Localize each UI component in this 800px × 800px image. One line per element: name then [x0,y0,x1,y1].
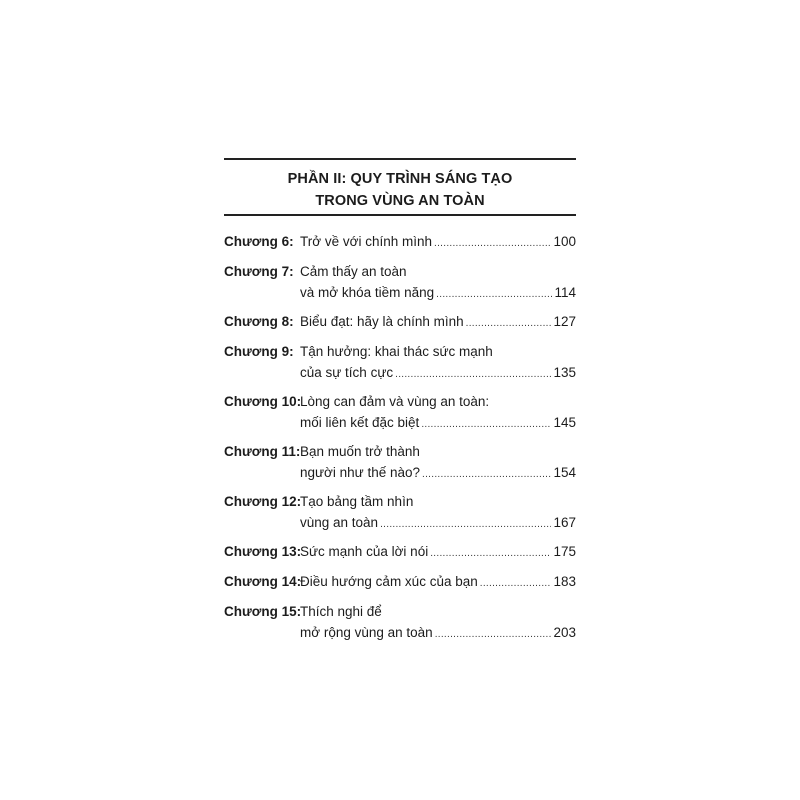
chapter-title-line: Bạn muốn trở thành [300,444,420,459]
toc-entry [224,541,576,564]
chapter-label: Chương 6: [224,234,294,249]
chapter-title-line: của sự tích cực [300,365,394,380]
chapter-title-line-with-page [300,462,576,485]
page-number: 203 [553,625,576,640]
chapter-title-line: Thích nghi để [300,604,382,619]
chapter-title-line: mối liên kết đặc biệt [300,415,420,430]
chapter-title-line-with-page [300,622,576,645]
chapter-title-block [300,261,576,305]
toc-entry [224,491,576,535]
chapter-title-block [300,491,576,535]
toc-entry [224,601,576,645]
page-number: 100 [553,234,576,249]
chapter-title-line-with-page [300,571,576,594]
chapter-title-block [300,571,576,594]
chapter-title-line: Trở về với chính mình [300,234,432,249]
top-rule [224,158,576,160]
page-number: 154 [553,465,576,480]
page-number: 175 [553,544,576,559]
chapter-label: Chương 8: [224,314,294,329]
chapter-title-line: Điều hướng cảm xúc của bạn [300,574,478,589]
chapter-title-line-with-page [300,311,576,334]
dot-leader [430,543,551,564]
chapter-title-line: Tận hưởng: khai thác sức mạnh [300,344,493,359]
chapter-title-block [300,311,576,334]
part-title-line-1: PHẦN II: QUY TRÌNH SÁNG TẠO [287,171,513,187]
page-number: 135 [553,365,576,380]
chapter-title-line: và mở khóa tiềm năng [300,285,435,300]
dot-leader [435,624,552,645]
dot-leader [421,414,551,435]
chapter-title-line: Sức mạnh của lời nói [300,544,429,559]
chapter-title-line-with-page [300,541,576,564]
chapter-title-line: Lòng can đảm và vùng an toàn: [300,394,490,409]
chapter-label: Chương 7: [224,264,294,279]
chapter-label: Chương 14: [224,574,302,589]
chapter-title-block [300,441,576,485]
toc-entry [224,391,576,435]
dot-leader [395,364,551,385]
chapter-title-line: người như thế nào? [300,465,421,480]
chapter-title-line-with-page [300,231,576,254]
toc-entry [224,571,576,594]
chapter-title-line: vùng an toàn [300,515,379,530]
dot-leader [422,464,551,485]
toc-entry [224,341,576,385]
chapter-title-block [300,341,576,385]
page-number: 114 [554,285,576,300]
page-number: 167 [553,515,576,530]
dot-leader [380,514,551,535]
dot-leader [434,233,551,254]
dot-leader [466,313,552,334]
part-title-line-2: TRONG VÙNG AN TOÀN [315,193,485,209]
chapter-label: Chương 9: [224,344,294,359]
chapter-title-block [300,231,576,254]
chapter-title-block [300,391,576,435]
chapter-title-line: Biểu đạt: hãy là chính mình [300,314,464,329]
chapter-title-line-with-page [300,412,576,435]
chapter-title-line: Tạo bảng tầm nhìn [300,494,414,509]
chapter-title-block [300,541,576,564]
chapter-label: Chương 13: [224,544,302,559]
toc-entry [224,441,576,485]
bottom-rule [224,214,576,216]
dot-leader [436,284,552,305]
chapter-label: Chương 11: [224,444,301,459]
part-heading [224,168,576,212]
dot-leader [480,573,552,594]
chapter-title-line-with-page [300,362,576,385]
page-number: 183 [553,574,576,589]
chapter-label: Chương 15: [224,604,302,619]
chapter-title-line: Cảm thấy an toàn [300,264,407,279]
page-number: 127 [553,314,576,329]
chapter-title-line-with-page [300,282,576,305]
chapter-title-block [300,601,576,645]
table-of-contents [224,231,576,645]
toc-entry [224,231,576,254]
chapter-title-line: mở rộng vùng an toàn [300,625,433,640]
chapter-label: Chương 12: [224,494,302,509]
chapter-title-line-with-page [300,512,576,535]
toc-entry [224,311,576,334]
toc-entry [224,261,576,305]
chapter-label: Chương 10: [224,394,302,409]
page-number: 145 [553,415,576,430]
